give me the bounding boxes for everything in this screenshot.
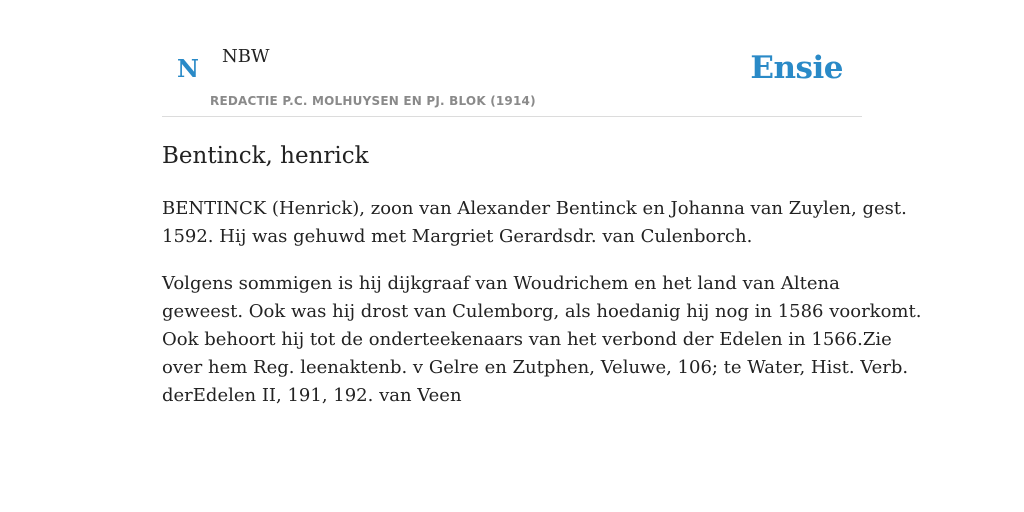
article-page [162, 0, 922, 410]
paragraph-1 [162, 195, 907, 251]
article-title: Bentinck, henrick [162, 143, 369, 169]
nbw-logo-link[interactable]: N [177, 54, 199, 83]
page-header [162, 0, 862, 117]
paragraph-2 [162, 270, 922, 410]
paragraph-line: 1592. Hij was gehuwd met Margriet Gerardsdr. van Culenborch. [162, 226, 753, 247]
paragraph-line: derEdelen II, 191, 192. van Veen [162, 385, 462, 406]
article-body [162, 195, 922, 410]
ensie-logo-link[interactable]: Ensie [750, 50, 843, 86]
source-editors: REDACTIE P.C. MOLHUYSEN EN PJ. BLOK (1914) [210, 94, 536, 108]
source-name: NBW [222, 46, 270, 67]
paragraph-line: geweest. Ook was hij drost van Culemborg, als hoedanig hij nog in 1586 voorkomt. [162, 301, 922, 322]
paragraph-line: over hem Reg. leenaktenb. v Gelre en Zutphen, Veluwe, 106; te Water, Hist. Verb. [162, 357, 909, 378]
paragraph-line: BENTINCK (Henrick), zoon van Alexander Bentinck en Johanna van Zuylen, gest. [162, 198, 907, 219]
paragraph-line: Ook behoort hij tot de onderteekenaars van het verbond der Edelen in 1566.Zie [162, 329, 892, 350]
paragraph-line: Volgens sommigen is hij dijkgraaf van Woudrichem en het land van Altena [162, 273, 840, 294]
